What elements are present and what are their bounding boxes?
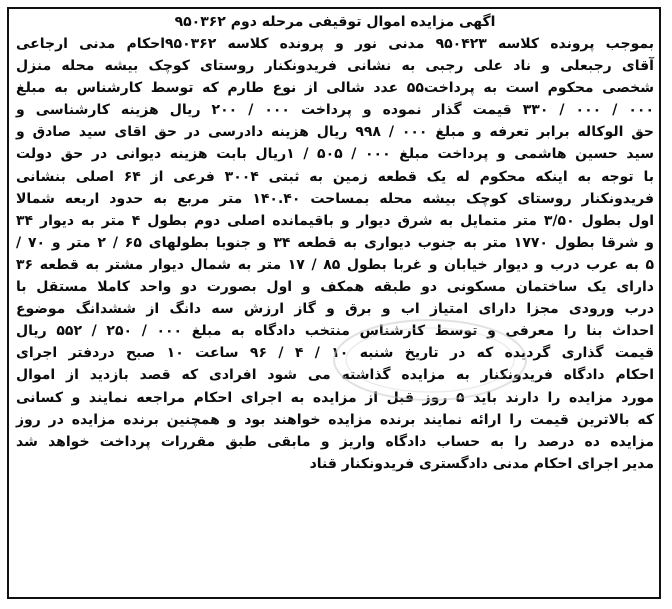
notice-line: احکام دادگاه فریدونکنار به مزایده گذاشته می شود افرادی که قصد بازدید از اموال [16, 367, 654, 384]
auction-notice [16, 12, 654, 475]
notice-line: که بالاترین قیمت را ارائه نمایند برنده مزایده خواهند بود و همچنین برنده مزایده در روز [16, 411, 654, 428]
notice-title: اگهی مزایده اموال توقیفی مرحله دوم ۹۵۰۳۶۲ [174, 14, 496, 30]
notice-line: احداث بنا را معرفی و توسط کارشناس منتخب دادگاه به مبلغ ۰۰۰ / ۲۵۰ / ۵۵۲ ریال [16, 323, 654, 340]
notice-line: و شرقا بطول ۱۷۷۰ متر به جنوب دیواری به قطعه ۳۴ و جنوبا بطولهای ۶۵ / ۲ متر و ۷۰ / [16, 234, 654, 251]
notice-line: درب ورودی مجزا دارای امتیاز اب و برق و گاز ارزش سه دانگ از ششدانگ موضوع [16, 301, 654, 318]
notice-line: مدیر اجرای احکام مدنی دادگستری فریدونکنار قناد [309, 455, 654, 472]
notice-line: اول بطول ۳/۵۰ متر متمایل به شرق دیوار و باقیمانده اصلی دوم بطول ۴ متر به دیوار ۳۴ [16, 212, 654, 229]
notice-line: ۰۰۰ / ۰۰۰ / ۳۳۰ قیمت گذار نموده و پرداخت ۰۰۰ / ۲۰۰ ریال هزینه کارشناسی و [16, 102, 654, 119]
notice-line: با توجه به اینکه محکوم له یک قطعه زمین به ثبتی ۳۰۰۴ فرعی از ۶۴ اصلی بنشانی [16, 168, 654, 185]
notice-line: مورد مزایده را دارند باید ۵ روز قبل از مزایده به اجرای احکام مراجعه نمایند و کسانی [16, 389, 654, 406]
notice-line: قیمت گذاری گردیده که در تاریخ شنبه ۱۰ / ۴ / ۹۶ ساعت ۱۰ صبح دردفتر اجرای [16, 345, 654, 362]
notice-line: فریدونکنار روستای کوچک بیشه محله بمساحت ۱۴۰.۴۰ متر مربع به حدود اربعه شمالا [16, 190, 655, 207]
notice-line: دارای یک ساختمان مسکونی دو طبقه همکف و اول بصورت دو واحد کاملا مستقل با [16, 279, 654, 296]
notice-line: حق الوکاله برابر تعرفه و مبلغ ۰۰۰ / ۹۹۸ ریال هزینه دادرسی در حق اقای سید صادق و [16, 124, 654, 141]
notice-body [16, 33, 654, 475]
notice-line: مزایده ده درصد را به حساب دادگاه واریز و مابقی طبق مقررات پرداخت خواهد شد [16, 433, 654, 450]
notice-line: ۵ به عرب درب و دیوار خیابان و غربا بطول ۸۵ / ۱۷ متر به شمال دیوار مشتر به قطعه ۳۶ [16, 256, 654, 273]
notice-line: بموجب پرونده کلاسه ۹۵۰۴۲۳ مدنی نور و پرونده کلاسه ۹۵۰۳۶۲احکام مدنی ارجاعی [16, 36, 654, 52]
notice-line: سید حسین هاشمی و پرداخت مبلغ ۰۰۰ / ۵۰۵ / ۱ریال بابت هزینه دیوانی در حق دولت [16, 146, 654, 163]
notice-line: شخصی محکوم است به پرداخت۵۵ عدد شالی از نوع طارم که توسط کارشناس به مبلغ [16, 80, 654, 97]
notice-line: آقای رجبعلی و ناد علی رجبی به نشانی فریدونکنار روستای کوچک بیشه محله منزل [16, 58, 654, 75]
